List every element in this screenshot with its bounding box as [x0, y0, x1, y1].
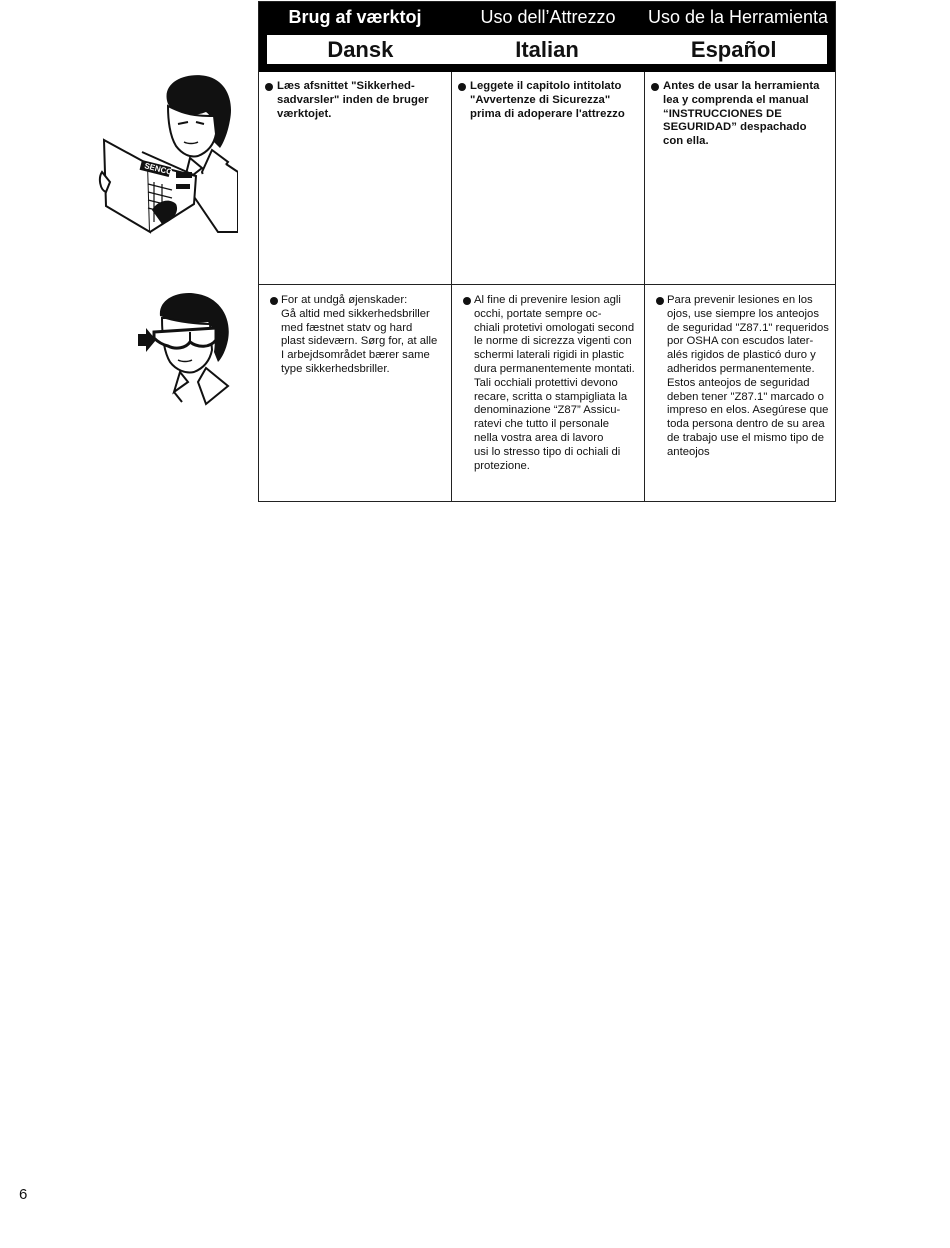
cell-text: Antes de usar la herramienta lea y comprenda el manual “INSTRUCCIONES DE SEGURIDAD” despachado con ella. [663, 80, 820, 148]
bullet-icon [270, 297, 278, 305]
cell-spanish-safety-glasses [644, 285, 835, 501]
cell-italian-read-manual [451, 72, 644, 284]
cell-text: Leggete il capitolo intitolato "Avvertenze di Sicurezza" prima di adoperare l'attrezzo [470, 80, 625, 120]
bullet-icon [265, 83, 273, 91]
table-row-read-manual [259, 72, 835, 284]
table-row-safety-glasses [259, 284, 835, 501]
cell-text: For at undgå øjenskader: Gå altid med sikkerhedsbriller med fæstnet statv og hard plast sideværn. Sørg for, at alle I arbejdsområdet bærer same type sikkerhedsbriller. [281, 294, 438, 375]
language-danish: Dansk [327, 37, 394, 62]
bullet-icon [463, 297, 471, 305]
cell-text: Læs afsnittet "Sikkerhed- sadvarsler" inden de bruger værktojet. [277, 80, 429, 120]
cell-spanish-read-manual [644, 72, 835, 284]
language-spanish: Español [690, 37, 777, 62]
bullet-icon [458, 83, 466, 91]
cell-text: Para prevenir lesiones en los ojos, use siempre los anteojos de seguridad "Z87.1" requeridos por OSHA con escudos later- alés rigidos de plasticó duro y adheridos permanentemente. Estos anteojos de seguridad deben tener "Z87.1" marcado o impreso en elos. Asegúrese que toda persona dentro de su area de trabajo use el mismo tipo de anteojos [667, 294, 829, 458]
header-title-danish: Brug af værktoj [288, 7, 422, 27]
language-labels [267, 35, 827, 64]
header-title-italian: Uso dell’Attrezzo [480, 7, 616, 27]
language-table [258, 1, 836, 502]
cell-danish-read-manual [259, 72, 451, 284]
cell-italian-safety-glasses [451, 285, 644, 501]
header-title-spanish: Uso de la Herramienta [647, 7, 829, 27]
language-italian: Italian [515, 37, 579, 62]
cell-text: Al fine di prevenire lesion agli occhi, portate sempre oc- chiali protetivi omologati second le norme di sicrezza vigenti con schermi laterali rigidi in plastic dura permanentemente montati. Tali occhiali protettivi devono recare, scritta o stampigliata la denominazione “Z87” Assicu- ratevi che tutto il personale nella vostra area di lavoro usi lo stresso tipo di ochiali di protezione. [474, 294, 635, 472]
man-wearing-safety-glasses-icon [136, 292, 236, 406]
table-header [259, 2, 835, 72]
bullet-icon [656, 297, 664, 305]
page-number: 6 [19, 1186, 28, 1203]
bullet-icon [651, 83, 659, 91]
man-reading-manual-icon [98, 72, 238, 234]
cell-danish-safety-glasses [259, 285, 451, 501]
manual-cover-text: SENCO [143, 161, 174, 177]
